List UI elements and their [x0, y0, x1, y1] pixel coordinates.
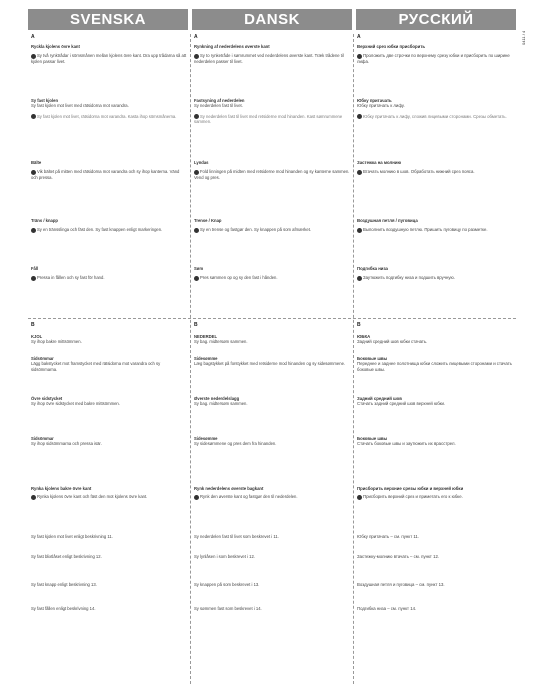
reference-line: Sy fast kjolen mot livet enligt beskrivning 11. — [31, 534, 113, 539]
step-text: Задний средний шов юбки стачать. — [357, 339, 428, 345]
section-letter-a: A — [31, 34, 35, 40]
step-number-icon — [357, 114, 362, 119]
step-text: Sy bag. midtersøm sammen. — [194, 339, 248, 345]
language-label-danish: DANSK — [192, 9, 352, 30]
step-text: Pres sømmen op og sy den fast i hånden. — [200, 275, 278, 281]
step-title: Fåll — [31, 266, 39, 271]
step-text: Стачать боковые швы и заутюжить их врасстрел. — [357, 441, 456, 447]
reference-line: Sy fast knapp enligt beskrivning 13. — [31, 582, 97, 587]
step-number-icon — [194, 228, 199, 233]
step-text: Sy fast kjolen mot livet med rätsidorna mot varandra. — [31, 103, 129, 109]
step-text: Присборить верхний срез и приметать его к юбке. — [363, 494, 463, 500]
step-number-icon — [31, 228, 36, 233]
section-letter-a: А — [357, 34, 361, 40]
reference-line: Sy sømmen fast som beskrevet i 14. — [194, 606, 262, 611]
reference-line: Sy fast fållen enligt beskrivning 14. — [31, 606, 96, 611]
step-title: Rynkning af nederdelens øverste kant — [194, 44, 270, 49]
step-title: Подгибка низа — [357, 266, 388, 271]
step-text: Sy en trense og fastgør den. Sy knappen på som afmærket. — [200, 227, 312, 233]
step-number-icon — [357, 228, 362, 233]
step-title: NEDERDEL — [194, 334, 218, 339]
step-text: Sy bag. midtersøm sammen. — [194, 401, 248, 407]
step-title: Sy fast kjolen — [31, 98, 58, 103]
step-title: Rynka kjolens bakre övre kant — [31, 486, 92, 491]
reference-line: Sy knappen på som beskrevet i 13. — [194, 582, 260, 587]
step-text: Fold linningen på midten med retsiderne mod hinanden og sy kanterne sammen. Vend og pres. — [194, 169, 350, 180]
column-danish: A Rynkning af nederdelens øverste kant Sy to rynketråde i sømrummet ved nederdelens øverste kant. Træk trådene til nederdelen passer til livet. Fastsyning af nederdelen Sy nederdelen fast til livet. Sy nederdelen fast til livet med retsiderne mod hinanden. Kast sømrummene sammen. Lyndas Fold linningen på midten med retsiderne mod hinanden og sy kanterne sammen. Vend og pres. Trense / Knap Sy en trense og fastgør den. Sy knappen på som afmærket. Søm Pres sømmen op og sy den fast i hånden. B NEDERDEL Sy bag. midtersøm sammen. Sidesømme Læg bagstykket på forstykket med retsiderne mod hinanden og sy sidesømmene. Øverste nederdelslagg Sy bag. midtersøm sammen. Sidesømme Sy sidesømmene og pres dem fra hinanden. Rynk nederdelens øverste bagkant Rynk den øverste kant og fastgør den til nederdelen. Sy nederdelen fast til livet som beskrevet i 11. Sy lynlåsen i som beskrevet i 12. Sy knappen på som beskrevet i 13. Sy sømmen fast som beskrevet i 14. — [190, 34, 353, 684]
step-text: Sy to rynketråde i sømrummet ved nederdelens øverste kant. Træk trådene til nederdelen passer til livet. — [194, 53, 344, 64]
step-title: Верхний срез юбки присборить — [357, 44, 425, 49]
step-number-icon — [357, 495, 362, 500]
step-text: Sy nederdelen fast til livet. — [194, 103, 243, 109]
step-title: Bälte — [31, 160, 42, 165]
step-number-icon — [194, 276, 199, 281]
step-title: Боковые швы — [357, 436, 388, 441]
step-title: Боковые швы — [357, 356, 388, 361]
step-title: Lyndas — [194, 160, 209, 165]
step-text: Sy sidesømmene og pres dem fra hinanden. — [194, 441, 277, 447]
step-text: Выполнить воздушную петлю. Пришить пуговицу по разметке. — [363, 227, 488, 233]
step-number-icon — [31, 495, 36, 500]
language-header — [28, 9, 516, 30]
reference-line: Sy nederdelen fast til livet som beskrevet i 11. — [194, 534, 279, 539]
step-title: Юбку притачать — [357, 98, 392, 103]
language-label-russian: РУССКИЙ — [356, 9, 516, 30]
step-title: Övre sidstycket — [31, 396, 63, 401]
step-text: Sy två rynktrådar i sömsmånen mellan kjolens övre kant. Dra upp trådarna så att kjolen passar livet. — [31, 53, 187, 64]
section-letter-a: A — [194, 34, 198, 40]
step-title: Fastsyning af nederdelen — [194, 98, 245, 103]
step-text: Rynka kjolens övre kant och fäst den mot kjolens övre kant. — [37, 494, 148, 500]
step-title: Застежка на молнию — [357, 160, 402, 165]
step-title: Sidsömmar — [31, 436, 54, 441]
column-swedish: A Ryckla kjolens övre kant Sy två rynktrådar i sömsmånen mellan kjolens övre kant. Dra upp trådarna så att kjolen passar livet. Sy fast kjolen Sy fast kjolen mot livet med rätsidorna mot varandra. Sy fast kjolen mot livet, rätsidorna mot varandra. Kasta ihop sömsmånerna. Bälte Vik bältet på mitten med rätsidorna mot varandra och sy ihop kanterna. Vänd och pressa. Träns / knapp Sy en tränsslinga och fäst den. Sy fast knappen enligt markeringen. Fåll Pressa in fållen och sy fast för hand. B KJOL Sy ihop bakre mittsömmen. Sidsömmar Lägg bakstycket mot framstycket med rätsidorna mot varandra och sy sidsömmarna. Övre sidstycket Sy ihop övre sidstycket med bakre mittsömmen. Sidsömmar Sy ihop sidsömmarna och pressa isär. Rynka kjolens bakre övre kant Rynka kjolens övre kant och fäst den mot kjolens övre kant. Sy fast kjolen mot livet enligt beskrivning 11. Sy fast blixtlåset enligt beskrivning 12. Sy fast knapp enligt beskrivning 13. Sy fast fållen enligt beskrivning 14. — [31, 34, 187, 611]
section-letter-b: В — [357, 322, 361, 328]
step-title: KJOL — [31, 334, 43, 339]
step-text: Переднее и заднее полотнища юбки сложить лицевыми сторонами и стачать боковые швы. — [357, 361, 512, 372]
instruction-columns — [28, 34, 516, 684]
step-text: Sy ihop övre sidstycket med bakre mittsömmen. — [31, 401, 120, 407]
reference-line: Застежку-молнию втачать – см. пункт 12. — [357, 554, 440, 559]
step-text: Sy en tränsslinga och fäst den. Sy fast knappen enligt markeringen. — [37, 227, 163, 233]
section-letter-b: B — [194, 322, 198, 328]
step-number-icon — [31, 114, 36, 119]
step-text: Sy ihop sidsömmarna och pressa isär. — [31, 441, 102, 447]
reference-line: Sy lynlåsen i som beskrevet i 12. — [194, 554, 255, 559]
step-title: ЮБКА — [357, 334, 371, 339]
column-russian: А Верхний срез юбки присборить Проложить две строчки по верхнему срезу юбки и присборить по ширине лифа. Юбку притачать Юбку притачать к лифу. Юбку притачать к лифу, сложив лицевыми сторонами. Срезы обметать. Застежка на молнию Втачать молнию в шов. Обработать нижний срез пояса. Воздушная петля / пуговица Выполнить воздушную петлю. Пришить пуговицу по разметке. Подгибка низа Заутюжить подгибку низа и подшить вручную. В ЮБКА Задний средний шов юбки стачать. Боковые швы Переднее и заднее полотнища юбки сложить лицевыми сторонами и стачать боковые швы. Задний средний шов Стачать задний средний шов верхней юбки. Боковые швы Стачать боковые швы и заутюжить их врасстрел. Присборить верхние срезы юбки и верхней юбки Присборить верхний срез и приметать его к юбке. Юбку притачать – см. пункт 11. Застежку-молнию втачать – см. пункт 12. Воздушная петля и пуговица – см. пункт 13. Подгибка низа – см. пункт 14. — [353, 34, 516, 684]
step-title: Воздушная петля / пуговица — [357, 218, 418, 223]
page-code: 0411 / 4 — [521, 30, 526, 45]
step-title: Øverste nederdelslagg — [194, 396, 240, 401]
language-label-swedish: SVENSKA — [28, 9, 188, 30]
step-text: Pressa in fållen och sy fast för hand. — [37, 275, 105, 281]
reference-line: Воздушная петля и пуговица – см. пункт 13. — [357, 582, 445, 587]
step-text: Стачать задний средний шов верхней юбки. — [357, 401, 446, 407]
step-title: Sidesømme — [194, 356, 218, 361]
step-number-icon — [357, 276, 362, 281]
step-title: Rynk nederdelens øverste bagkant — [194, 486, 264, 491]
step-title: Träns / knapp — [31, 218, 58, 223]
reference-line: Подгибка низа – см. пункт 14. — [357, 606, 417, 611]
step-text: Rynk den øverste kant og fastgør den til nederdelen. — [200, 494, 298, 500]
step-title: Sidesømme — [194, 436, 218, 441]
step-number-icon — [31, 276, 36, 281]
step-number-icon — [194, 495, 199, 500]
step-number-icon — [357, 170, 362, 175]
step-text: Læg bagstykket på forstykket med retsiderne mod hinanden og sy sidesømmene. — [194, 361, 346, 367]
step-title: Присборить верхние срезы юбки и верхней юбки — [357, 486, 464, 491]
step-text: Юбку притачать к лифу. — [357, 103, 405, 109]
step-text: Заутюжить подгибку низа и подшить вручную. — [363, 275, 455, 281]
step-title: Sidsömmar — [31, 356, 54, 361]
step-text: Lägg bakstycket mot framstycket med rätsidorna mot varandra och sy sidsömmarna. — [31, 361, 161, 372]
reference-line: Юбку притачать – см. пункт 11. — [357, 534, 420, 539]
step-text: Vik bältet på mitten med rätsidorna mot varandra och sy ihop kanterna. Vänd och pressa. — [31, 169, 180, 180]
step-title: Ryckla kjolens övre kant — [31, 44, 80, 49]
step-text: Sy ihop bakre mittsömmen. — [31, 339, 82, 345]
step-text: Проложить две строчки по верхнему срезу юбки и присборить по ширине лифа. — [357, 53, 510, 64]
step-text: Втачать молнию в шов. Обработать нижний срез пояса. — [363, 169, 475, 175]
step-title: Задний средний шов — [357, 396, 402, 401]
reference-line: Sy fast blixtlåset enligt beskrivning 12. — [31, 554, 102, 559]
step-title: Søm — [194, 266, 204, 271]
section-letter-b: B — [31, 322, 35, 328]
step-title: Trense / Knap — [194, 218, 222, 223]
